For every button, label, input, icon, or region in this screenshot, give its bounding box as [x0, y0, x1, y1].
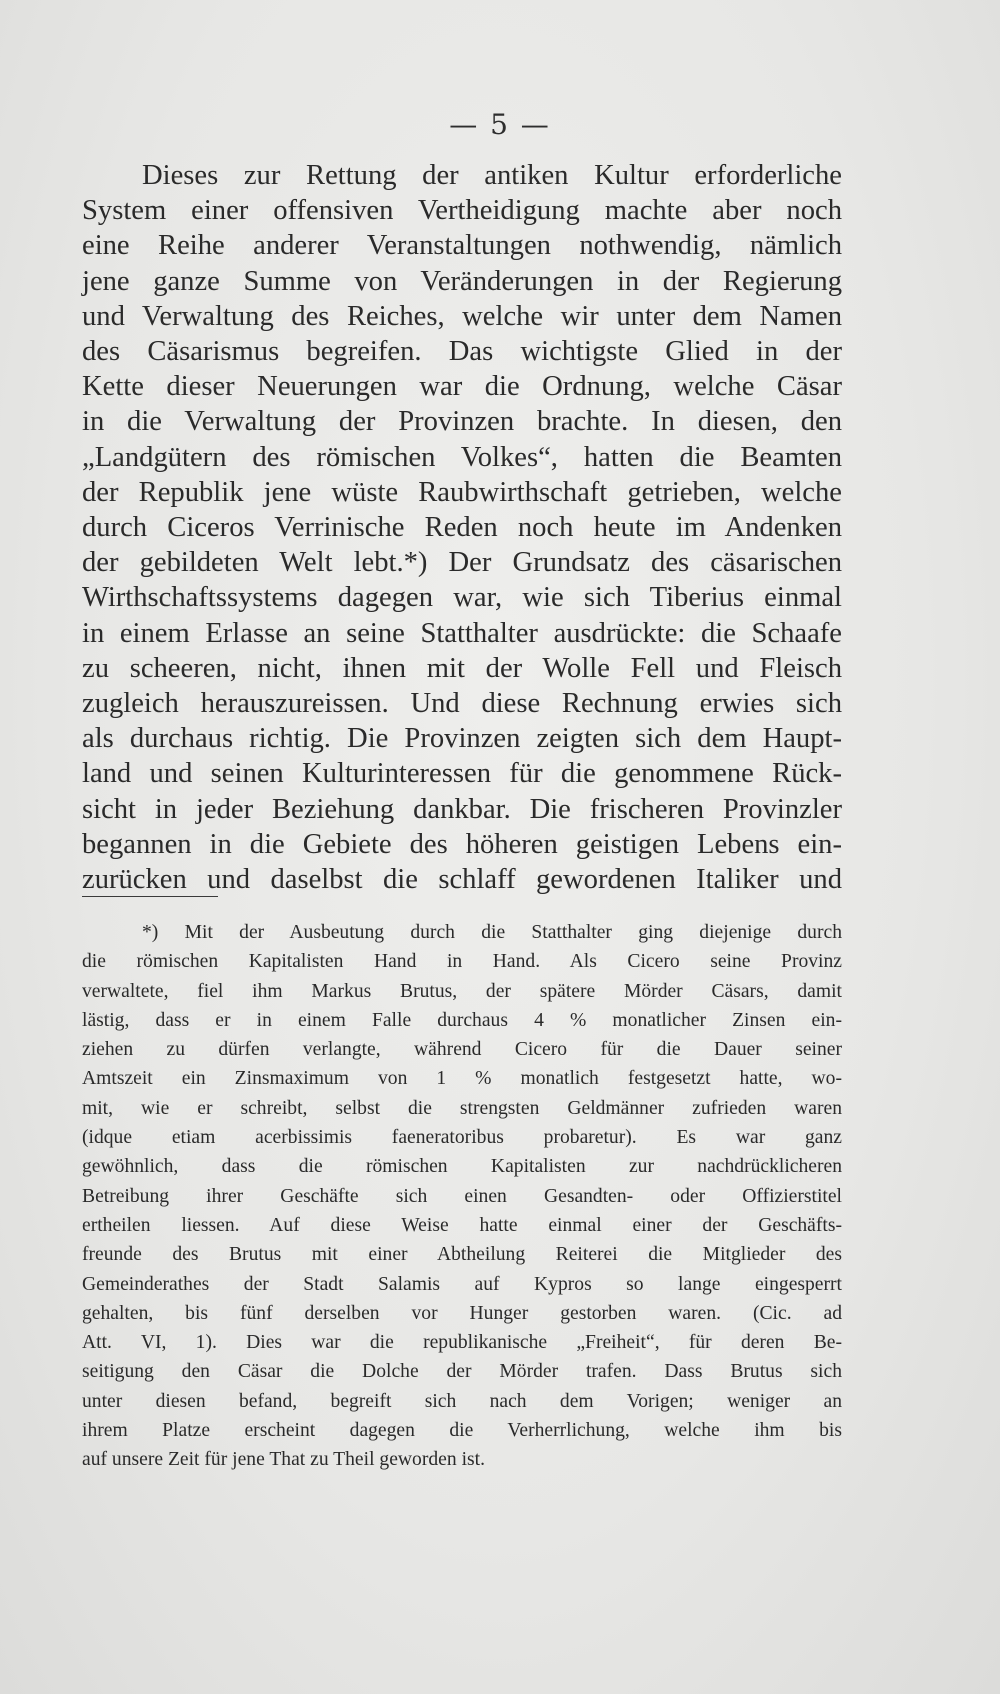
body-line: der gebildeten Welt lebt.*) Der Grundsatz des cäsarischen — [82, 547, 842, 579]
body-line: Wirthschaftssystems dagegen war, wie sich Tiberius einmal — [82, 582, 842, 614]
footnote-line: freunde des Brutus mit einer Abtheilung Reiterei die Mitglieder des — [82, 1244, 842, 1266]
footnote-divider — [82, 896, 218, 897]
footnote-line: Amtszeit ein Zinsmaximum von 1 % monatlich festgesetzt hatte, wo- — [82, 1068, 842, 1090]
footnote-line: gewöhnlich, dass die römischen Kapitalisten zur nachdrücklicheren — [82, 1156, 842, 1178]
body-line: Dieses zur Rettung der antiken Kultur erforderliche — [142, 160, 842, 191]
body-line: zu scheeren, nicht, ihnen mit der Wolle Fell und Fleisch — [82, 652, 842, 684]
body-line: jene ganze Summe von Veränderungen in der Regierung — [82, 265, 842, 297]
footnote-line: Betreibung ihrer Geschäfte sich einen Gesandten- oder Offizierstitel — [82, 1185, 842, 1207]
footnote-line: ertheilen liessen. Auf diese Weise hatte einmal einer der Geschäfts- — [82, 1214, 842, 1236]
footnote-line: gehalten, bis fünf derselben vor Hunger gestorben waren. (Cic. ad — [82, 1302, 842, 1324]
body-line: sicht in jeder Beziehung dankbar. Die frischeren Provinzler — [82, 793, 842, 825]
body-line: Kette dieser Neuerungen war die Ordnung, welche Cäsar — [82, 371, 842, 403]
footnote-line: Gemeinderathes der Stadt Salamis auf Kypros so lange eingesperrt — [82, 1273, 842, 1295]
footnote-line: Att. VI, 1). Dies war die republikanische „Freiheit“, für deren Be- — [82, 1332, 842, 1354]
footnote-line: (idque etiam acerbissimis faeneratoribus probaretur). Es war ganz — [82, 1127, 842, 1149]
footnote-line: *) Mit der Ausbeutung durch die Statthalter ging diejenige durch — [142, 922, 842, 943]
body-line: eine Reihe anderer Veranstaltungen nothwendig, nämlich — [82, 230, 842, 262]
body-line: in einem Erlasse an seine Statthalter ausdrückte: die Schaafe — [82, 617, 842, 649]
body-line: zurücken und daselbst die schlaff gewordenen Italiker und — [82, 864, 842, 896]
page-number: — 5 — — [449, 108, 551, 141]
footnote-line: die römischen Kapitalisten Hand in Hand. Als Cicero seine Provinz — [82, 951, 842, 973]
footnote-block — [82, 918, 842, 1475]
body-line: System einer offensiven Vertheidigung machte aber noch — [82, 195, 842, 227]
footnote-line: lästig, dass er in einem Falle durchaus 4 % monatlicher Zinsen ein- — [82, 1009, 842, 1031]
body-line: zugleich herauszureissen. Und diese Rechnung erwies sich — [82, 688, 842, 720]
body-line: des Cäsarismus begreifen. Das wichtigste Glied in der — [82, 336, 842, 368]
footnote-line: ziehen zu dürfen verlangte, während Cicero für die Dauer seiner — [82, 1039, 842, 1061]
body-line: als durchaus richtig. Die Provinzen zeigten sich dem Haupt- — [82, 723, 842, 755]
footnote-line: verwaltete, fiel ihm Markus Brutus, der spätere Mörder Cäsars, damit — [82, 980, 842, 1002]
body-line: und Verwaltung des Reiches, welche wir unter dem Namen — [82, 300, 842, 332]
body-line: durch Ciceros Verrinische Reden noch heute im Andenken — [82, 512, 842, 544]
footnote-line: mit, wie er schreibt, selbst die strengsten Geldmänner zufrieden waren — [82, 1097, 842, 1119]
footnote-line: ihrem Platze erscheint dagegen die Verherrlichung, welche ihm bis — [82, 1420, 842, 1442]
main-text-block — [82, 158, 842, 897]
body-line: „Landgütern des römischen Volkes“, hatten die Beamten — [82, 441, 842, 473]
footnote-line: auf unsere Zeit für jene That zu Theil geworden ist. — [82, 1449, 485, 1471]
body-line: begannen in die Gebiete des höheren geistigen Lebens ein- — [82, 828, 842, 860]
body-line: land und seinen Kulturinteressen für die genommene Rück- — [82, 758, 842, 790]
body-line: in die Verwaltung der Provinzen brachte. In diesen, den — [82, 406, 842, 438]
footnote-line: unter diesen befand, begreift sich nach dem Vorigen; weniger an — [82, 1390, 842, 1412]
body-line: der Republik jene wüste Raubwirthschaft getrieben, welche — [82, 476, 842, 508]
footnote-line: seitigung den Cäsar die Dolche der Mörder trafen. Dass Brutus sich — [82, 1361, 842, 1383]
